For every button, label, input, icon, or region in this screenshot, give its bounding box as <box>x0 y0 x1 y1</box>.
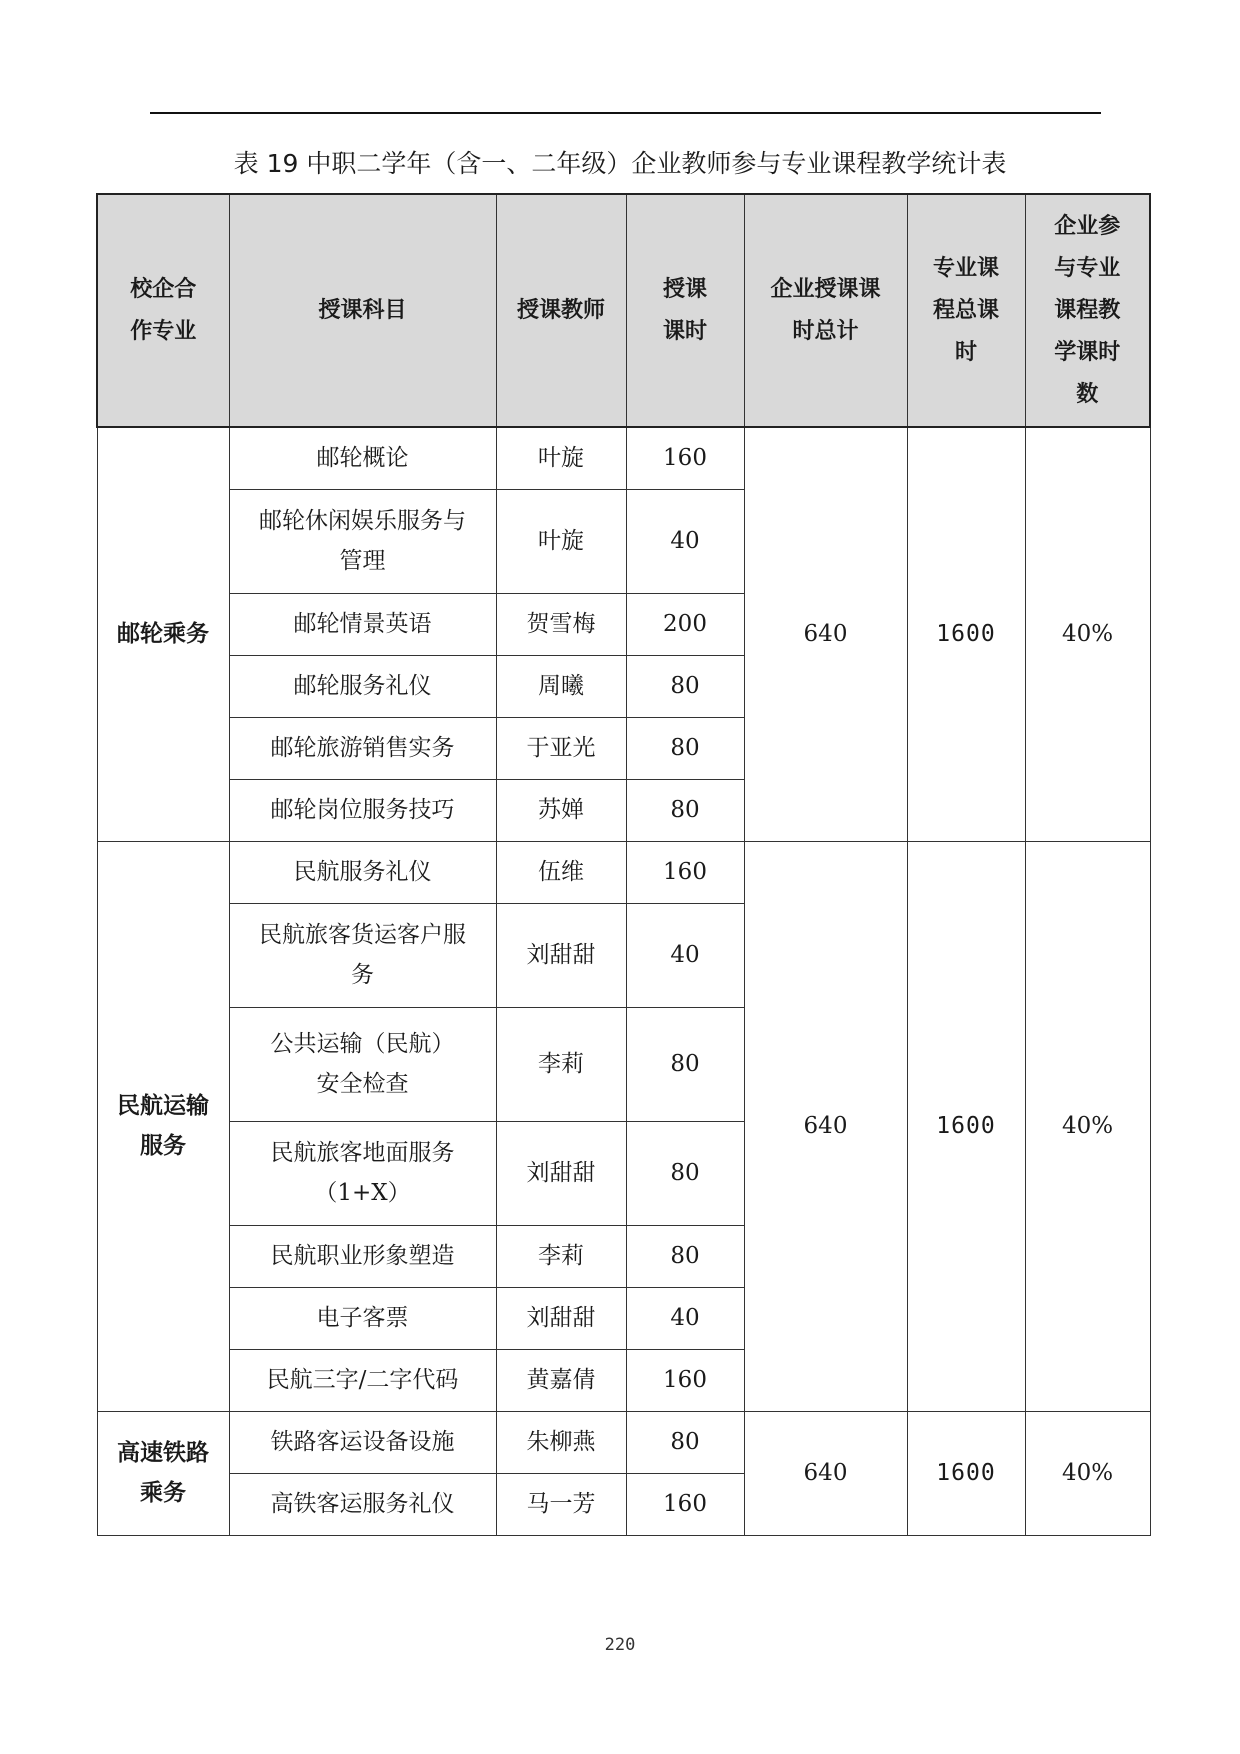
subject-cell <box>229 779 496 841</box>
header-line: 作专业 <box>130 318 197 344</box>
teacher-cell: 刘甜甜 <box>496 903 626 1007</box>
subject-cell-line: 民航三字/二字代码 <box>266 1367 459 1393</box>
hours-cell: 80 <box>626 1225 744 1287</box>
header-subject <box>229 194 496 427</box>
hours-cell: 160 <box>626 427 744 489</box>
teacher-cell: 伍维 <box>496 841 626 903</box>
header-line: 课时 <box>662 318 707 344</box>
subject-cell <box>229 1225 496 1287</box>
subject-cell-line: 邮轮服务礼仪 <box>293 673 432 699</box>
statistics-table <box>96 193 1151 1536</box>
subject-cell-line: 邮轮休闲娱乐服务与 <box>259 508 466 534</box>
table-row <box>97 1411 1150 1473</box>
hours-cell: 80 <box>626 779 744 841</box>
percent-cell: 40% <box>1025 1411 1150 1535</box>
major-cell-line: 乘务 <box>140 1480 186 1506</box>
subject-cell <box>229 593 496 655</box>
hours-cell: 80 <box>626 655 744 717</box>
header-course-total <box>907 194 1025 427</box>
teacher-cell: 黄嘉倩 <box>496 1349 626 1411</box>
subject-cell-line: 民航服务礼仪 <box>293 859 432 885</box>
company-total-cell: 640 <box>744 1411 907 1535</box>
header-percent <box>1025 194 1150 427</box>
header-line: 授课教师 <box>516 297 605 323</box>
hours-cell: 40 <box>626 489 744 593</box>
course-total-cell: 1600 <box>907 427 1025 841</box>
major-cell <box>97 841 229 1411</box>
teacher-cell: 朱柳燕 <box>496 1411 626 1473</box>
header-hours <box>626 194 744 427</box>
subject-cell-line: 邮轮岗位服务技巧 <box>270 797 455 823</box>
course-total-cell: 1600 <box>907 841 1025 1411</box>
hours-cell: 160 <box>626 1473 744 1535</box>
subject-cell <box>229 1473 496 1535</box>
header-line: 校企合 <box>130 276 197 302</box>
teacher-cell: 刘甜甜 <box>496 1121 626 1225</box>
teacher-cell: 刘甜甜 <box>496 1287 626 1349</box>
major-cell-line: 高速铁路 <box>117 1440 209 1466</box>
hours-cell: 80 <box>626 1007 744 1121</box>
header-line: 课程教 <box>1054 297 1121 323</box>
subject-cell <box>229 717 496 779</box>
subject-cell-line: 邮轮旅游销售实务 <box>270 735 455 761</box>
subject-cell-line: 民航旅客地面服务 <box>270 1140 455 1166</box>
subject-cell <box>229 841 496 903</box>
company-total-cell: 640 <box>744 427 907 841</box>
subject-cell <box>229 427 496 489</box>
header-line: 数 <box>1076 381 1099 407</box>
hours-cell: 160 <box>626 1349 744 1411</box>
teacher-cell: 贺雪梅 <box>496 593 626 655</box>
subject-cell-line: 民航职业形象塑造 <box>270 1243 455 1269</box>
company-total-cell: 640 <box>744 841 907 1411</box>
percent-cell: 40% <box>1025 841 1150 1411</box>
teacher-cell: 苏婵 <box>496 779 626 841</box>
header-line: 程总课 <box>932 297 999 323</box>
percent-cell: 40% <box>1025 427 1150 841</box>
header-teacher <box>496 194 626 427</box>
hours-cell: 160 <box>626 841 744 903</box>
subject-cell-line: 高铁客运服务礼仪 <box>270 1491 455 1517</box>
subject-cell-line: 务 <box>351 962 374 988</box>
subject-cell <box>229 903 496 1007</box>
teacher-cell: 叶旋 <box>496 427 626 489</box>
subject-cell-line: 电子客票 <box>316 1305 409 1331</box>
header-major <box>97 194 229 427</box>
header-line: 企业参 <box>1054 213 1121 239</box>
subject-cell-line: 民航旅客货运客户服 <box>259 922 466 948</box>
hours-cell: 80 <box>626 1121 744 1225</box>
teacher-cell: 李莉 <box>496 1225 626 1287</box>
page-number: 220 <box>604 1635 636 1655</box>
subject-cell-line: 铁路客运设备设施 <box>270 1429 455 1455</box>
course-total-cell: 1600 <box>907 1411 1025 1535</box>
header-company-total <box>744 194 907 427</box>
teacher-cell: 李莉 <box>496 1007 626 1121</box>
major-cell-line: 服务 <box>140 1133 186 1159</box>
major-cell-line: 邮轮乘务 <box>117 621 209 648</box>
header-line: 授课 <box>662 276 707 302</box>
subject-cell <box>229 1007 496 1121</box>
subject-cell <box>229 1411 496 1473</box>
subject-cell-line: 邮轮情景英语 <box>293 611 432 637</box>
hours-cell: 80 <box>626 717 744 779</box>
table-header <box>97 194 1150 427</box>
header-line: 与专业 <box>1054 255 1121 281</box>
major-cell <box>97 1411 229 1535</box>
header-line: 学课时 <box>1054 339 1121 365</box>
major-cell-line: 民航运输 <box>117 1093 209 1119</box>
teacher-cell: 叶旋 <box>496 489 626 593</box>
header-line: 专业课 <box>932 255 999 281</box>
table-title: 表 19 中职二学年（含一、二年级）企业教师参与专业课程教学统计表 <box>233 149 1007 178</box>
table-row <box>97 841 1150 903</box>
subject-cell-line: （1+X） <box>314 1180 411 1206</box>
major-cell <box>97 427 229 841</box>
header-line: 企业授课课 <box>770 276 881 302</box>
hours-cell: 40 <box>626 903 744 1007</box>
hours-cell: 80 <box>626 1411 744 1473</box>
subject-cell-line: 管理 <box>339 548 386 574</box>
subject-cell <box>229 1287 496 1349</box>
table-row <box>97 427 1150 489</box>
subject-cell-line: 公共运输（民航） <box>270 1031 455 1057</box>
subject-cell <box>229 1349 496 1411</box>
table-body <box>97 427 1150 1535</box>
header-line: 时 <box>954 339 977 365</box>
teacher-cell: 马一芳 <box>496 1473 626 1535</box>
top-rule <box>150 112 1101 114</box>
subject-cell <box>229 655 496 717</box>
hours-cell: 40 <box>626 1287 744 1349</box>
teacher-cell: 周曦 <box>496 655 626 717</box>
header-row <box>97 194 1150 427</box>
subject-cell-line: 邮轮概论 <box>316 445 409 472</box>
header-line: 授课科目 <box>318 297 407 323</box>
teacher-cell: 于亚光 <box>496 717 626 779</box>
subject-cell <box>229 1121 496 1225</box>
hours-cell: 200 <box>626 593 744 655</box>
subject-cell <box>229 489 496 593</box>
subject-cell-line: 安全检查 <box>316 1071 409 1097</box>
header-line: 时总计 <box>792 318 859 344</box>
